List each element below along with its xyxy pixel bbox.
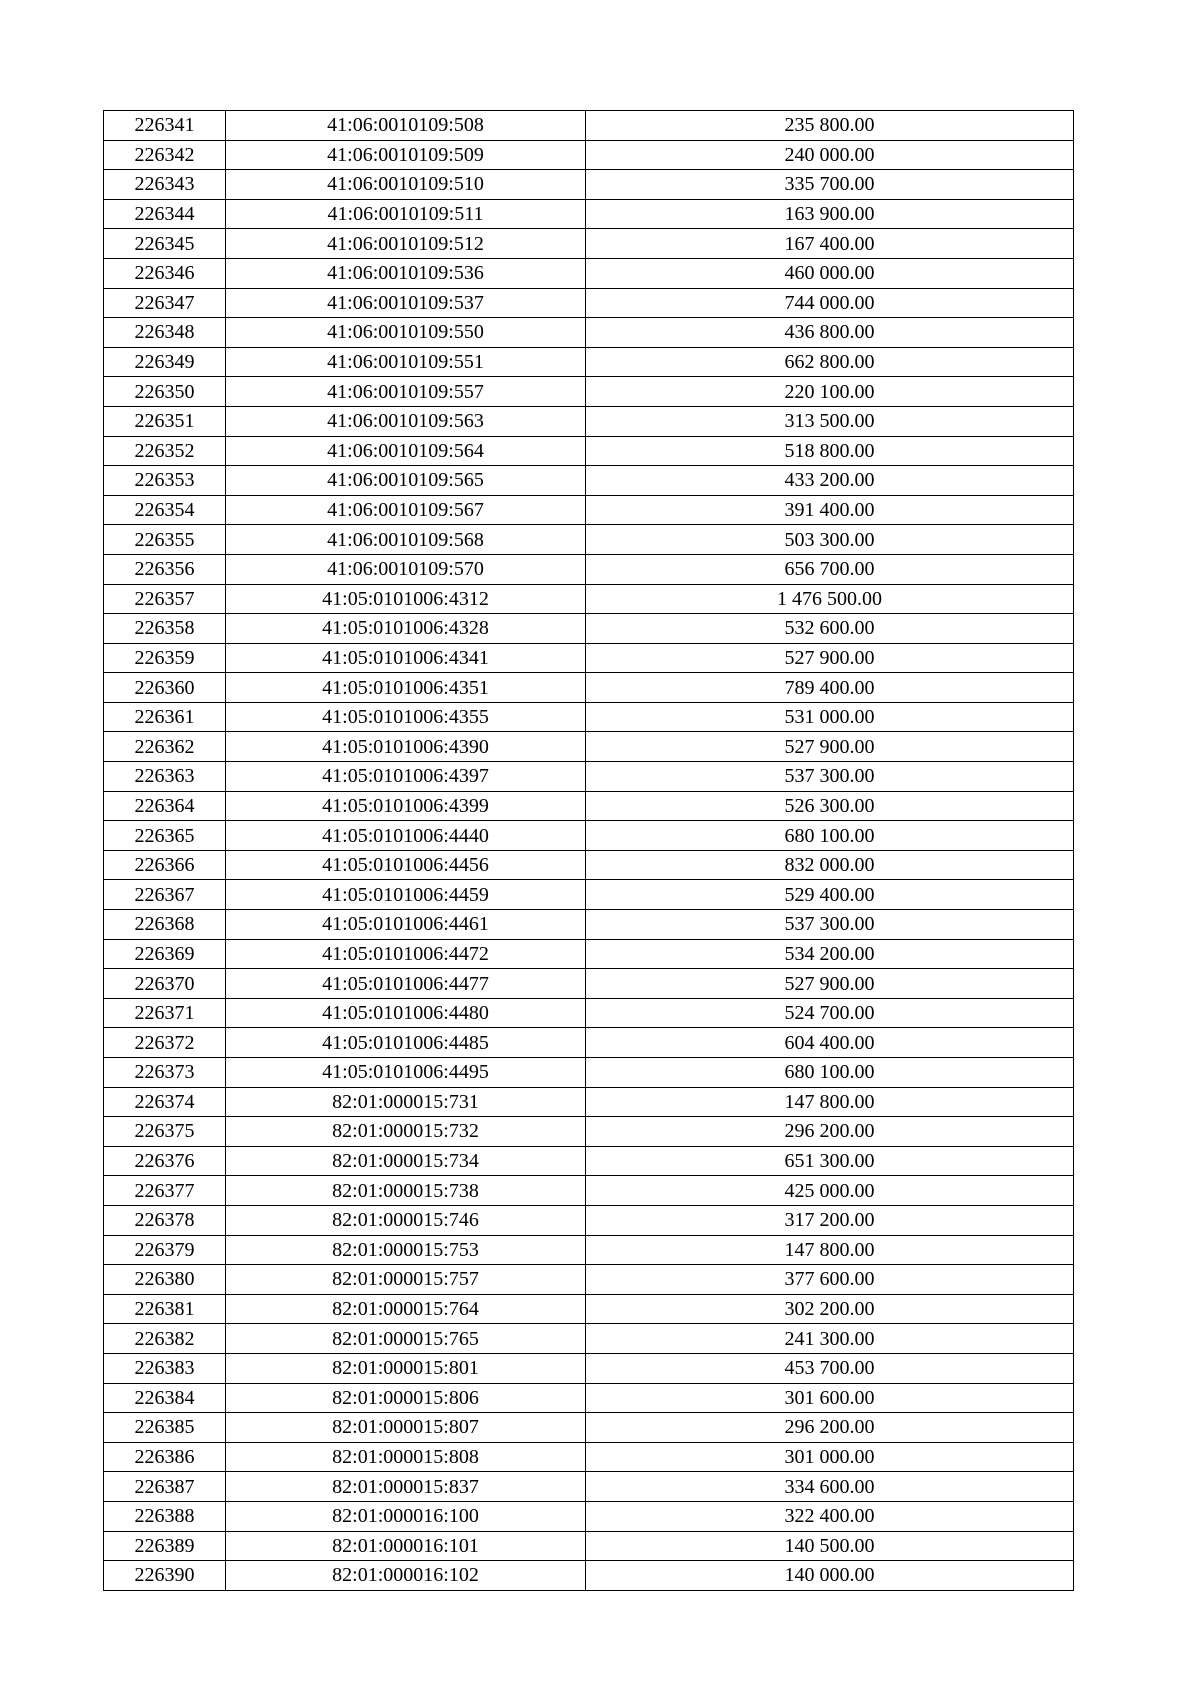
cadastral-number-cell: 41:05:0101006:4477	[226, 969, 586, 999]
table-row	[104, 732, 1074, 762]
row-number-cell: 226381	[104, 1294, 226, 1324]
cadastral-number-cell: 82:01:000015:731	[226, 1087, 586, 1117]
cadastral-number-cell: 41:06:0010109:565	[226, 466, 586, 496]
row-number-cell: 226362	[104, 732, 226, 762]
cadastral-number-cell: 41:05:0101006:4328	[226, 614, 586, 644]
cadastral-number-cell: 41:05:0101006:4312	[226, 584, 586, 614]
table-row	[104, 170, 1074, 200]
table-row	[104, 258, 1074, 288]
cadastral-value-cell: 460 000.00	[586, 258, 1074, 288]
row-number-cell: 226360	[104, 673, 226, 703]
cadastral-value-cell: 662 800.00	[586, 347, 1074, 377]
table-row	[104, 969, 1074, 999]
table-row	[104, 1087, 1074, 1117]
table-row	[104, 910, 1074, 940]
table-row	[104, 140, 1074, 170]
cadastral-number-cell: 41:06:0010109:536	[226, 258, 586, 288]
row-number-cell: 226343	[104, 170, 226, 200]
cadastral-value-cell: 301 000.00	[586, 1442, 1074, 1472]
table-row	[104, 525, 1074, 555]
row-number-cell: 226373	[104, 1058, 226, 1088]
table-row	[104, 1413, 1074, 1443]
table-row	[104, 614, 1074, 644]
cadastral-value-cell: 296 200.00	[586, 1117, 1074, 1147]
cadastral-number-cell: 41:05:0101006:4485	[226, 1028, 586, 1058]
cadastral-number-cell: 41:05:0101006:4341	[226, 643, 586, 673]
cadastral-value-cell: 832 000.00	[586, 850, 1074, 880]
cadastral-value-cell: 140 500.00	[586, 1531, 1074, 1561]
row-number-cell: 226346	[104, 258, 226, 288]
row-number-cell: 226378	[104, 1205, 226, 1235]
table-row	[104, 643, 1074, 673]
table-row	[104, 791, 1074, 821]
cadastral-number-cell: 41:06:0010109:568	[226, 525, 586, 555]
row-number-cell: 226368	[104, 910, 226, 940]
cadastral-number-cell: 41:05:0101006:4456	[226, 850, 586, 880]
table-row	[104, 1383, 1074, 1413]
cadastral-number-cell: 41:06:0010109:550	[226, 318, 586, 348]
table-row	[104, 1265, 1074, 1295]
cadastral-value-cell: 334 600.00	[586, 1472, 1074, 1502]
row-number-cell: 226385	[104, 1413, 226, 1443]
row-number-cell: 226384	[104, 1383, 226, 1413]
table-row	[104, 1353, 1074, 1383]
row-number-cell: 226342	[104, 140, 226, 170]
row-number-cell: 226355	[104, 525, 226, 555]
cadastral-value-cell: 656 700.00	[586, 554, 1074, 584]
table-row	[104, 229, 1074, 259]
row-number-cell: 226361	[104, 702, 226, 732]
cadastral-number-cell: 82:01:000015:753	[226, 1235, 586, 1265]
cadastral-number-cell: 82:01:000015:808	[226, 1442, 586, 1472]
cadastral-value-cell: 524 700.00	[586, 998, 1074, 1028]
cadastral-value-cell: 313 500.00	[586, 406, 1074, 436]
cadastral-number-cell: 82:01:000015:837	[226, 1472, 586, 1502]
row-number-cell: 226369	[104, 939, 226, 969]
cadastral-value-cell: 527 900.00	[586, 732, 1074, 762]
cadastral-value-cell: 425 000.00	[586, 1176, 1074, 1206]
table-row	[104, 1324, 1074, 1354]
table-row	[104, 1146, 1074, 1176]
cadastral-number-cell: 82:01:000015:801	[226, 1353, 586, 1383]
cadastral-number-cell: 41:06:0010109:557	[226, 377, 586, 407]
table-row	[104, 762, 1074, 792]
cadastral-number-cell: 41:05:0101006:4390	[226, 732, 586, 762]
cadastral-number-cell: 82:01:000016:102	[226, 1561, 586, 1591]
row-number-cell: 226380	[104, 1265, 226, 1295]
cadastral-value-cell: 453 700.00	[586, 1353, 1074, 1383]
row-number-cell: 226351	[104, 406, 226, 436]
cadastral-value-cell: 604 400.00	[586, 1028, 1074, 1058]
table-row	[104, 111, 1074, 141]
cadastral-value-cell: 317 200.00	[586, 1205, 1074, 1235]
cadastral-number-cell: 41:05:0101006:4440	[226, 821, 586, 851]
table-row	[104, 1442, 1074, 1472]
cadastral-value-cell: 140 000.00	[586, 1561, 1074, 1591]
row-number-cell: 226377	[104, 1176, 226, 1206]
cadastral-number-cell: 82:01:000015:764	[226, 1294, 586, 1324]
table-row	[104, 436, 1074, 466]
cadastral-number-cell: 41:05:0101006:4351	[226, 673, 586, 703]
cadastral-value-cell: 377 600.00	[586, 1265, 1074, 1295]
row-number-cell: 226344	[104, 199, 226, 229]
cadastral-value-cell: 335 700.00	[586, 170, 1074, 200]
table-row	[104, 702, 1074, 732]
table-row	[104, 554, 1074, 584]
row-number-cell: 226366	[104, 850, 226, 880]
cadastral-value-cell: 147 800.00	[586, 1087, 1074, 1117]
table-row	[104, 880, 1074, 910]
row-number-cell: 226383	[104, 1353, 226, 1383]
table-row	[104, 495, 1074, 525]
row-number-cell: 226356	[104, 554, 226, 584]
table-row	[104, 1501, 1074, 1531]
table-row	[104, 199, 1074, 229]
row-number-cell: 226389	[104, 1531, 226, 1561]
cadastral-number-cell: 41:05:0101006:4461	[226, 910, 586, 940]
cadastral-value-cell: 322 400.00	[586, 1501, 1074, 1531]
cadastral-value-cell: 163 900.00	[586, 199, 1074, 229]
cadastral-value-cell: 529 400.00	[586, 880, 1074, 910]
cadastral-number-cell: 82:01:000015:757	[226, 1265, 586, 1295]
table-row	[104, 1561, 1074, 1591]
cadastral-number-cell: 41:05:0101006:4459	[226, 880, 586, 910]
table-row	[104, 1294, 1074, 1324]
row-number-cell: 226387	[104, 1472, 226, 1502]
cadastral-number-cell: 82:01:000015:807	[226, 1413, 586, 1443]
row-number-cell: 226376	[104, 1146, 226, 1176]
cadastral-value-cell: 167 400.00	[586, 229, 1074, 259]
row-number-cell: 226382	[104, 1324, 226, 1354]
cadastral-value-cell: 1 476 500.00	[586, 584, 1074, 614]
cadastral-value-cell: 518 800.00	[586, 436, 1074, 466]
row-number-cell: 226345	[104, 229, 226, 259]
cadastral-value-cell: 503 300.00	[586, 525, 1074, 555]
cadastral-value-cell: 147 800.00	[586, 1235, 1074, 1265]
table-row	[104, 1235, 1074, 1265]
cadastral-number-cell: 41:05:0101006:4472	[226, 939, 586, 969]
cadastral-number-cell: 82:01:000015:734	[226, 1146, 586, 1176]
cadastral-value-cell: 532 600.00	[586, 614, 1074, 644]
row-number-cell: 226388	[104, 1501, 226, 1531]
table-row	[104, 939, 1074, 969]
cadastral-value-cell: 537 300.00	[586, 762, 1074, 792]
cadastral-value-cell: 433 200.00	[586, 466, 1074, 496]
cadastral-value-cell: 527 900.00	[586, 969, 1074, 999]
row-number-cell: 226390	[104, 1561, 226, 1591]
cadastral-number-cell: 41:06:0010109:508	[226, 111, 586, 141]
table-row	[104, 1205, 1074, 1235]
table-row	[104, 998, 1074, 1028]
cadastral-value-cell: 296 200.00	[586, 1413, 1074, 1443]
table-row	[104, 1058, 1074, 1088]
cadastral-value-cell: 680 100.00	[586, 821, 1074, 851]
table-row	[104, 1028, 1074, 1058]
row-number-cell: 226374	[104, 1087, 226, 1117]
row-number-cell: 226352	[104, 436, 226, 466]
cadastral-value-cell: 240 000.00	[586, 140, 1074, 170]
cadastral-value-cell: 301 600.00	[586, 1383, 1074, 1413]
cadastral-number-cell: 41:06:0010109:570	[226, 554, 586, 584]
cadastral-value-cell: 651 300.00	[586, 1146, 1074, 1176]
row-number-cell: 226348	[104, 318, 226, 348]
cadastral-value-cell: 526 300.00	[586, 791, 1074, 821]
row-number-cell: 226354	[104, 495, 226, 525]
table-row	[104, 377, 1074, 407]
row-number-cell: 226358	[104, 614, 226, 644]
cadastral-value-cell: 391 400.00	[586, 495, 1074, 525]
cadastral-number-cell: 41:05:0101006:4397	[226, 762, 586, 792]
table-row	[104, 1117, 1074, 1147]
row-number-cell: 226379	[104, 1235, 226, 1265]
row-number-cell: 226357	[104, 584, 226, 614]
cadastral-value-cell: 436 800.00	[586, 318, 1074, 348]
cadastral-value-cell: 220 100.00	[586, 377, 1074, 407]
table-row	[104, 466, 1074, 496]
cadastral-number-cell: 41:06:0010109:563	[226, 406, 586, 436]
cadastral-number-cell: 41:05:0101006:4495	[226, 1058, 586, 1088]
table-row	[104, 1176, 1074, 1206]
cadastral-value-cell: 789 400.00	[586, 673, 1074, 703]
table-body	[104, 111, 1074, 1591]
cadastral-value-cell: 537 300.00	[586, 910, 1074, 940]
cadastral-number-cell: 82:01:000015:806	[226, 1383, 586, 1413]
cadastral-number-cell: 82:01:000016:100	[226, 1501, 586, 1531]
table-row	[104, 288, 1074, 318]
row-number-cell: 226349	[104, 347, 226, 377]
cadastral-value-cell: 531 000.00	[586, 702, 1074, 732]
table-row	[104, 318, 1074, 348]
row-number-cell: 226367	[104, 880, 226, 910]
row-number-cell: 226386	[104, 1442, 226, 1472]
cadastral-number-cell: 41:06:0010109:510	[226, 170, 586, 200]
table-row	[104, 1472, 1074, 1502]
cadastral-number-cell: 82:01:000015:765	[226, 1324, 586, 1354]
row-number-cell: 226347	[104, 288, 226, 318]
table-row	[104, 406, 1074, 436]
row-number-cell: 226365	[104, 821, 226, 851]
table-row	[104, 673, 1074, 703]
row-number-cell: 226371	[104, 998, 226, 1028]
cadastral-number-cell: 82:01:000015:732	[226, 1117, 586, 1147]
row-number-cell: 226372	[104, 1028, 226, 1058]
cadastral-value-cell: 534 200.00	[586, 939, 1074, 969]
row-number-cell: 226350	[104, 377, 226, 407]
cadastral-value-cell: 744 000.00	[586, 288, 1074, 318]
table-row	[104, 347, 1074, 377]
cadastral-value-cell: 527 900.00	[586, 643, 1074, 673]
table-row	[104, 584, 1074, 614]
cadastral-number-cell: 41:06:0010109:567	[226, 495, 586, 525]
table-row	[104, 821, 1074, 851]
cadastral-number-cell: 41:06:0010109:537	[226, 288, 586, 318]
cadastral-number-cell: 82:01:000015:746	[226, 1205, 586, 1235]
row-number-cell: 226359	[104, 643, 226, 673]
cadastral-value-cell: 302 200.00	[586, 1294, 1074, 1324]
row-number-cell: 226370	[104, 969, 226, 999]
cadastral-number-cell: 41:06:0010109:551	[226, 347, 586, 377]
cadastral-number-cell: 41:06:0010109:512	[226, 229, 586, 259]
row-number-cell: 226364	[104, 791, 226, 821]
table-row	[104, 850, 1074, 880]
cadastral-value-cell: 235 800.00	[586, 111, 1074, 141]
cadastral-number-cell: 82:01:000015:738	[226, 1176, 586, 1206]
cadastral-number-cell: 41:06:0010109:511	[226, 199, 586, 229]
cadastral-number-cell: 41:06:0010109:509	[226, 140, 586, 170]
cadastral-value-table	[103, 110, 1074, 1591]
cadastral-number-cell: 41:05:0101006:4480	[226, 998, 586, 1028]
row-number-cell: 226353	[104, 466, 226, 496]
row-number-cell: 226341	[104, 111, 226, 141]
cadastral-number-cell: 41:05:0101006:4355	[226, 702, 586, 732]
cadastral-number-cell: 41:05:0101006:4399	[226, 791, 586, 821]
cadastral-number-cell: 82:01:000016:101	[226, 1531, 586, 1561]
cadastral-value-cell: 680 100.00	[586, 1058, 1074, 1088]
cadastral-number-cell: 41:06:0010109:564	[226, 436, 586, 466]
row-number-cell: 226363	[104, 762, 226, 792]
table-row	[104, 1531, 1074, 1561]
cadastral-value-cell: 241 300.00	[586, 1324, 1074, 1354]
row-number-cell: 226375	[104, 1117, 226, 1147]
